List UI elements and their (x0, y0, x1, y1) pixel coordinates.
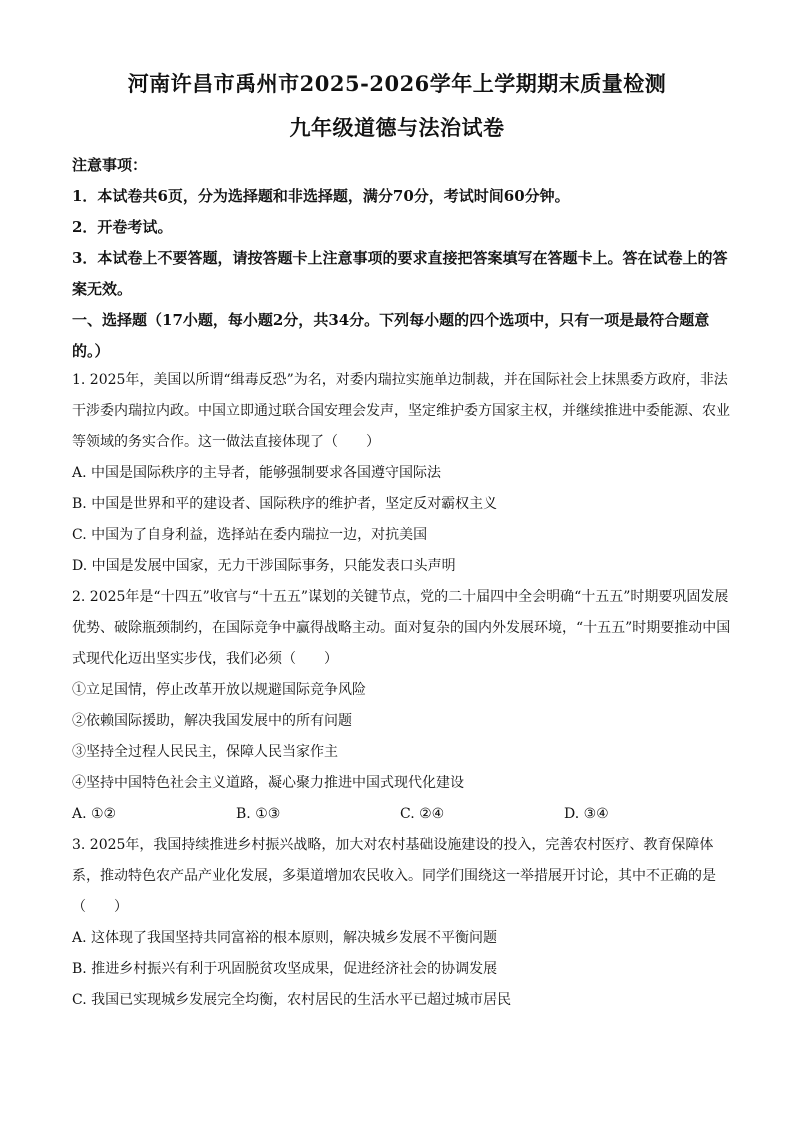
question-3 (72, 830, 732, 1016)
question-stem: 2. 2025年是“十四五”收官与“十五五”谋划的关键节点，党的二十届四中全会明确“十五五”时期要巩固发展优势、破除瓶颈制约，在国际竞争中赢得战略主动。面对复杂的国内外发展环境，“十五五”时期要推动中国式现代化迈出坚实步伐，我们必须（ ） (72, 589, 731, 667)
option-a: A. 这体现了我国坚持共同富裕的根本原则，解决城乡发展不平衡问题 (72, 930, 498, 946)
section-heading: 一、选择题（17小题，每小题2分，共34分。下列每小题的四个选项中，只有一项是最符合题意的。） (72, 311, 710, 360)
option-b: B. 推进乡村振兴有利于巩固脱贫攻坚成果，促进经济社会的协调发展 (72, 961, 498, 977)
option-c: C. ②④ (400, 806, 445, 822)
statement-3: ③坚持全过程人民民主，保障人民当家作主 (72, 744, 338, 760)
option-c: C. 中国为了自身利益，选择站在委内瑞拉一边，对抗美国 (72, 527, 428, 543)
note-item: 2．开卷考试。 (72, 218, 173, 236)
option-a: A. ①② (72, 806, 117, 822)
question-stem: 1. 2025年，美国以所谓“缉毒反恐”为名，对委内瑞拉实施单边制裁，并在国际社会上抹黑委方政府，非法干涉委内瑞拉内政。中国立即通过联合国安理会发声，坚定维护委方国家主权，并继续推进中委能源、农业等领域的务实合作。这一做法直接体现了（ ） (72, 372, 730, 450)
notes-heading: 注意事项： (72, 156, 148, 174)
option-c: C. 我国已实现城乡发展完全均衡，农村居民的生活水平已超过城市居民 (72, 992, 512, 1008)
option-a: A. 中国是国际秩序的主导者，能够强制要求各国遵守国际法 (72, 465, 442, 481)
question-stem: 3. 2025年，我国持续推进乡村振兴战略，加大对农村基础设施建设的投入，完善农村医疗、教育保障体系，推动特色农产品产业化发展，多渠道增加农民收入。同学们围绕这一举措展开讨论，其中不正确的是（ ） (72, 837, 716, 915)
option-b: B. 中国是世界和平的建设者、国际秩序的维护者，坚定反对霸权主义 (72, 496, 498, 512)
note-item: 1．本试卷共6页，分为选择题和非选择题，满分70分，考试时间60分钟。 (72, 187, 570, 205)
question-1 (72, 365, 732, 582)
option-d: D. ③④ (564, 806, 609, 822)
option-b: B. ①③ (236, 806, 281, 822)
statement-4: ④坚持中国特色社会主义道路，凝心聚力推进中国式现代化建设 (72, 775, 464, 791)
exam-subtitle: 九年级道德与法治试卷 (289, 115, 505, 140)
option-d: D. 中国是发展中国家，无力干涉国际事务，只能发表口头声明 (72, 558, 456, 574)
question-2 (72, 582, 732, 830)
statement-2: ②依赖国际援助，解决我国发展中的所有问题 (72, 713, 352, 729)
exam-title: 河南许昌市禹州市2025-2026学年上学期期末质量检测 (127, 71, 667, 96)
options-row (72, 799, 732, 830)
notes-block (72, 150, 732, 367)
statement-1: ①立足国情，停止改革开放以规避国际竞争风险 (72, 682, 366, 698)
note-item: 3．本试卷上不要答题，请按答题卡上注意事项的要求直接把答案填写在答题卡上。答在试卷上的答案无效。 (72, 249, 728, 298)
